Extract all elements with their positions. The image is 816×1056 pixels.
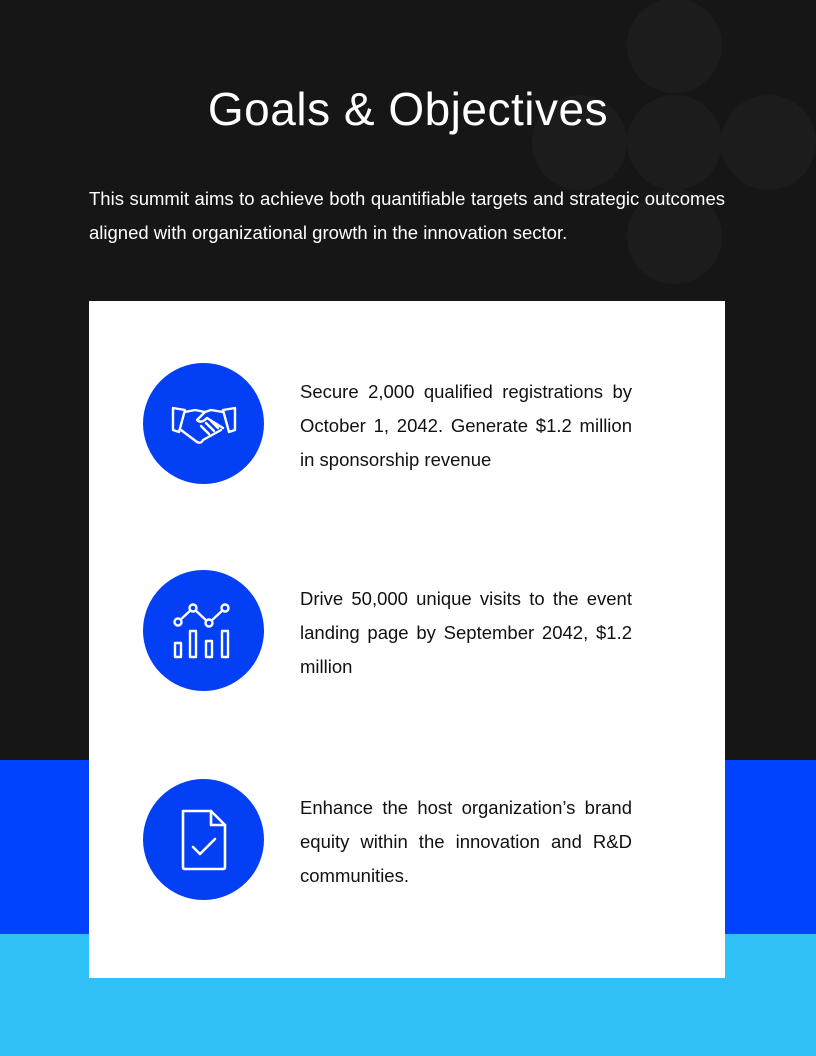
- document-check-icon: [143, 779, 264, 900]
- handshake-icon: [143, 363, 264, 484]
- goal-text: Enhance the host organization’s brand equity within the innovation and R&D communities.: [300, 797, 632, 886]
- intro-text: This summit aims to achieve both quantifiable targets and strategic outcomes aligned with organizational growth in the innovation sector.: [89, 188, 725, 243]
- page-title: Goals & Objectives: [207, 83, 609, 135]
- goal-text: Secure 2,000 qualified registrations by October 1, 2042. Generate $1.2 million in sponsorship revenue: [300, 381, 632, 470]
- chart-icon: [143, 570, 264, 691]
- goal-text: Drive 50,000 unique visits to the event landing page by September 2042, $1.2 million: [300, 588, 632, 677]
- goal-item: [143, 779, 673, 900]
- goals-card: [89, 301, 725, 978]
- goal-item: [143, 363, 673, 484]
- goal-item: [143, 570, 673, 691]
- decorative-circle: [627, 0, 722, 93]
